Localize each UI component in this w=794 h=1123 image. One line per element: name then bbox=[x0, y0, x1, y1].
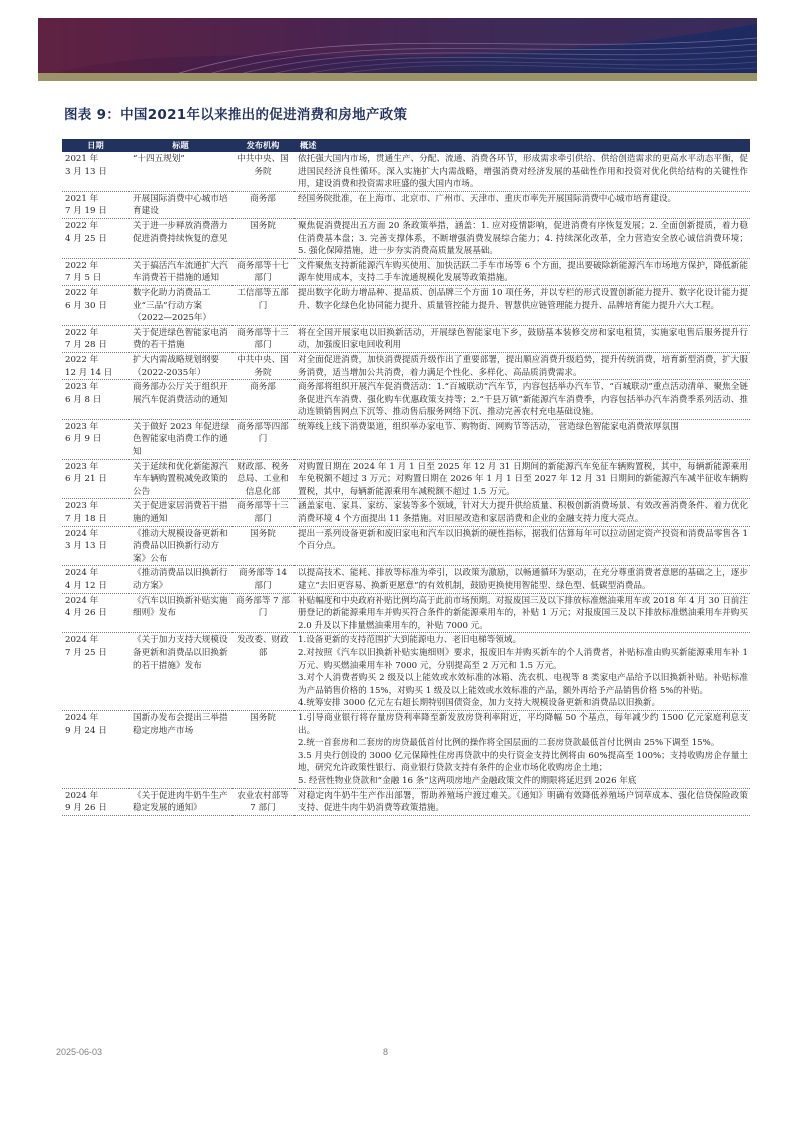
summary-paragraph: 商务部将组织开展汽车促消费活动：1.“百城联动”汽车节，内容包括举办汽车节、“百城联动”重点活动清单、聚焦全链条促进汽车消费、强化购车优惠政策支持等；2.“千县万镇”新能源汽车消费季，内容包括举办汽车消费季系列活动、推动连锁销售网点下沉等、推动售后服务网络下沉、推动完善农村充电基础设施。 bbox=[298, 382, 748, 418]
summary-paragraph: 提出一系列设备更新和废旧家电和汽车以旧换新的硬性指标，据我们估算每年可以拉动固定资产投资和消费品零售各 1 个百分点。 bbox=[298, 528, 748, 552]
cell-date bbox=[62, 380, 129, 420]
cell-summary bbox=[294, 258, 750, 285]
date-line: 6 月 21 日 bbox=[65, 474, 107, 485]
cell-summary bbox=[294, 499, 750, 526]
cell-date bbox=[62, 218, 129, 258]
cell-date bbox=[62, 459, 129, 499]
date-line: 4 月 25 日 bbox=[65, 233, 107, 244]
date-line: 6 月 8 日 bbox=[65, 394, 102, 405]
summary-paragraph: 聚焦促消费提出五方面 20 条政策举措，涵盖：1. 应对疫情影响，促进消费有序恢复发展；2. 全面创新提质，着力稳住消费基本盘；3. 完善支撑体系，不断增强消费发展综合能力；4. 持续深化改革，全力营造安全放心诚信消费环境；5. 强化保障措施，进一步夯实消费高质量发展基础。 bbox=[298, 220, 748, 257]
cell-title: 《推动大规模设备更新和消费品以旧换新行动方案》公布 bbox=[129, 526, 232, 566]
date-line: 2021 年 bbox=[65, 193, 99, 204]
table-row bbox=[62, 788, 750, 815]
date-line: 2022 年 bbox=[65, 287, 99, 298]
cell-org: 商务部等十三部门 bbox=[232, 499, 294, 526]
footer-date: 2025-06-03 bbox=[56, 1047, 103, 1057]
cell-org: 国务院 bbox=[232, 710, 294, 788]
date-line: 2022 年 bbox=[65, 327, 99, 338]
date-line: 7 月 5 日 bbox=[65, 273, 102, 284]
date-line: 2024 年 bbox=[65, 568, 99, 579]
cell-summary bbox=[294, 593, 750, 633]
cell-summary bbox=[294, 633, 750, 711]
cell-date bbox=[62, 788, 129, 815]
cell-org: 中共中央、国务院 bbox=[232, 152, 294, 191]
summary-paragraph: 5. 经营性物业贷款和“金融 16 条”这两项房地产金融政策文件的期限将延迟到 2026 年底 bbox=[298, 775, 637, 786]
cell-title: 关于搞活汽车流通扩大汽车消费若干措施的通知 bbox=[129, 258, 232, 285]
summary-paragraph: 2.统一首套房和二套房的房贷最低首付比例的操作将全国层面的二套房贷款最低首付比例由 25%下调至 15%。 bbox=[298, 738, 720, 749]
date-line: 2023 年 bbox=[65, 382, 99, 393]
cell-org: 工信部等五部门 bbox=[232, 285, 294, 325]
date-line: 4 月 12 日 bbox=[65, 581, 107, 591]
date-line: 2023 年 bbox=[65, 461, 99, 472]
summary-paragraph: 4.统筹安排 3000 亿元左右超长期特别国债资金，加力支持大规模设备更新和消费品以旧换新。 bbox=[298, 698, 661, 709]
table-row bbox=[62, 459, 750, 499]
cell-summary bbox=[294, 566, 750, 593]
summary-paragraph: 1.设备更新的支持范围扩大到能源电力、老旧电梯等领域。 bbox=[298, 635, 522, 646]
summary-paragraph: 依托强大国内市场，贯通生产、分配、流通、消费各环节，形成需求牵引供给、供给创造需求的更高水平动态平衡，促进国民经济良性循环。深入实施扩大内需战略，增强消费对经济发展的基础性作用和投资对优化供给结构的关键性作用，建设消费和投资需求旺盛的强大国内市场。 bbox=[298, 154, 748, 190]
cell-title: 《推动消费品以旧换新行动方案》 bbox=[129, 566, 232, 593]
cell-title: 《关于加力支持大规模设备更新和消费品以旧换新的若干措施》发布 bbox=[129, 633, 232, 711]
date-line: 7 月 18 日 bbox=[65, 514, 107, 525]
cell-summary bbox=[294, 710, 750, 788]
cell-org: 商务部等十七部门 bbox=[232, 258, 294, 285]
cell-summary bbox=[294, 218, 750, 258]
cell-date bbox=[62, 633, 129, 711]
cell-summary bbox=[294, 352, 750, 379]
cell-summary bbox=[294, 459, 750, 499]
date-line: 2021 年 bbox=[65, 154, 99, 164]
date-line: 2022 年 bbox=[65, 354, 99, 365]
date-line: 12 月 14 日 bbox=[65, 367, 113, 378]
page-number: 8 bbox=[383, 1047, 389, 1057]
cell-summary bbox=[294, 285, 750, 325]
summary-paragraph: 经国务院批准，在上海市、北京市、广州市、天津市、重庆市率先开展国际消费中心城市培育建设。 bbox=[298, 193, 677, 204]
cell-org: 商务部等四部门 bbox=[232, 419, 294, 459]
cell-date bbox=[62, 499, 129, 526]
date-line: 2024 年 bbox=[65, 790, 99, 801]
cell-date bbox=[62, 258, 129, 285]
date-line: 2023 年 bbox=[65, 421, 99, 432]
cell-title: 开展国际消费中心城市培育建设 bbox=[129, 191, 232, 218]
cell-date bbox=[62, 352, 129, 379]
cell-summary bbox=[294, 380, 750, 420]
cell-summary bbox=[294, 191, 750, 218]
cell-summary bbox=[294, 526, 750, 566]
cell-org: 商务部 bbox=[232, 191, 294, 218]
summary-paragraph: 3.5 月央行创设的 3000 亿元保障性住房再贷款中的央行资金支持比例将由 60%提高至 100%；支持收购房企存量土地，研究允许政策性银行、商业银行贷款支持有条件的企业市场化收购房企土地； bbox=[298, 750, 748, 774]
date-line: 7 月 25 日 bbox=[65, 647, 107, 658]
cell-org: 发改委、财政部 bbox=[232, 633, 294, 711]
table-header-row bbox=[62, 139, 750, 152]
table-body bbox=[62, 152, 750, 815]
cell-title: “十四五规划” bbox=[129, 152, 232, 191]
date-line: 6 月 30 日 bbox=[65, 300, 107, 311]
summary-paragraph: 文件聚焦支持新能源汽车购买使用、加快活跃二手车市场等 6 个方面，提出要破除新能源汽车市场地方保护，降低新能源车使用成本，支持二手车流通规模化发展等政策措施。 bbox=[298, 260, 748, 284]
cell-date bbox=[62, 325, 129, 352]
summary-paragraph: 以提高技术、能耗、排放等标准为牵引，以政策为激励，以畅通循环为驱动，在充分尊重消费者意愿的基础之上，逐步建立“去旧更容易、换新更愿意”的有效机制，鼓励更换使用智能型、绿色型、低碳型消费品。 bbox=[298, 568, 748, 591]
cell-org: 财政部、税务总局、工业和信息化部 bbox=[232, 459, 294, 499]
table-row bbox=[62, 285, 750, 325]
cell-org: 商务部等 14 部门 bbox=[232, 566, 294, 593]
summary-paragraph: 对购置日期在 2024 年 1 月 1 日至 2025 年 12 月 31 日期间的新能源汽车免征车辆购置税，其中，每辆新能源乘用车免税额不超过 3 万元；对购置日期在 2026 年 1 月 1 日至 2027 年 12 月 31 日期间的新能源汽车减半征收车辆购置税，其中，每辆新能源乘用车减税额不超过 1.5 万元。 bbox=[298, 461, 748, 497]
cell-date bbox=[62, 285, 129, 325]
table-row bbox=[62, 152, 750, 191]
date-line: 2024 年 bbox=[65, 595, 99, 606]
header-accent-strip bbox=[38, 73, 757, 81]
summary-paragraph: 补贴幅度和中央政府补贴比例均高于此前市场预期。对报废国三及以下排放标准燃油乘用车或 2018 年 4 月 30 日前注册登记的新能源乘用车并购买符合条件的新能源乘用车的，补贴 1 万元；对报废国三及以下排放标准燃油乘用车并购买 2.0 升及以下排量燃油乘用车的，补贴 7000 元。 bbox=[298, 595, 748, 631]
table-row bbox=[62, 352, 750, 379]
table-row bbox=[62, 191, 750, 218]
date-line: 2024 年 bbox=[65, 712, 99, 723]
cell-summary bbox=[294, 325, 750, 352]
column-header-date: 日期 bbox=[62, 139, 129, 152]
summary-paragraph: 统筹线上线下消费渠道，组织举办家电节、购物街、网购节等活动， 营造绿色智能家电消费浓厚氛围 bbox=[298, 421, 679, 432]
date-line: 2022 年 bbox=[65, 260, 99, 271]
cell-title: 《汽车以旧换新补贴实施细则》发布 bbox=[129, 593, 232, 633]
date-line: 7 月 28 日 bbox=[65, 340, 107, 351]
cell-title: 关于促进家居消费若干措施的通知 bbox=[129, 499, 232, 526]
column-header-summary: 概述 bbox=[294, 139, 750, 152]
cell-org: 农业农村部等 7 部门 bbox=[232, 788, 294, 815]
cell-summary bbox=[294, 788, 750, 815]
table-row bbox=[62, 380, 750, 420]
table-row bbox=[62, 633, 750, 711]
cell-title: 《关于促进肉牛奶牛生产稳定发展的通知》 bbox=[129, 788, 232, 815]
summary-paragraph: 对稳定肉牛奶牛生产作出部署，帮助养殖场户渡过难关。《通知》明确有效降低养殖场户饲草成本、强化信贷保险政策支持、促进牛肉牛奶消费等政策措施。 bbox=[298, 790, 748, 814]
summary-paragraph: 1.引导商业银行将存量房贷利率降至新发放房贷利率附近，平均降幅 50 个基点，每年减少约 1500 亿元家庭利息支出。 bbox=[298, 712, 748, 736]
date-line: 9 月 24 日 bbox=[65, 725, 107, 736]
table-row bbox=[62, 566, 750, 593]
date-line: 6 月 9 日 bbox=[65, 434, 102, 445]
cell-date bbox=[62, 710, 129, 788]
cell-org: 商务部等十三部门 bbox=[232, 325, 294, 352]
date-line: 9 月 26 日 bbox=[65, 803, 107, 814]
banner-wave-graphic bbox=[38, 18, 757, 80]
cell-summary bbox=[294, 419, 750, 459]
summary-paragraph: 对全面促进消费，加快消费提质升级作出了重要部署，提出顺应消费升级趋势，提升传统消费，培育新型消费，扩大服务消费，适当增加公共消费，着力满足个性化、多样化、高品质消费需求。 bbox=[298, 354, 748, 378]
cell-org: 商务部等 7 部门 bbox=[232, 593, 294, 633]
cell-org: 中共中央、国务院 bbox=[232, 352, 294, 379]
figure-title: 图表 9：中国2021年以来推出的促进消费和房地产政策 bbox=[64, 107, 408, 123]
column-header-org: 发布机构 bbox=[232, 139, 294, 152]
date-line: 3 月 13 日 bbox=[65, 541, 107, 552]
cell-date bbox=[62, 566, 129, 593]
cell-title: 国新办发布会提出三举措稳定房地产市场 bbox=[129, 710, 232, 788]
cell-title: 扩大内需战略规划纲要（2022-2035年） bbox=[129, 352, 232, 379]
summary-paragraph: 3.对个人消费者购买 2 级及以上能效或水效标准的冰箱、洗衣机、电视等 8 类家电产品给予以旧换新补贴。补贴标准为产品销售价格的 15%，对购买 1 级及以上能效或水效标准的产品，额外再给予产品销售价格 5%的补贴。 bbox=[298, 673, 748, 696]
cell-title: 关于延续和优化新能源汽车车辆购置税减免政策的公告 bbox=[129, 459, 232, 499]
cell-date bbox=[62, 593, 129, 633]
summary-paragraph: 将在全国开展家电以旧换新活动，开展绿色智能家电下乡，鼓励基本装修交房和家电租赁，实施家电售后服务提升行动，加强废旧家电回收利用 bbox=[298, 327, 748, 351]
date-line: 2024 年 bbox=[65, 635, 99, 646]
table-row bbox=[62, 499, 750, 526]
column-header-title: 标题 bbox=[129, 139, 232, 152]
cell-title: 关于做好 2023 年促进绿色智能家电消费工作的通知 bbox=[129, 419, 232, 459]
date-line: 4 月 26 日 bbox=[65, 608, 107, 619]
table-row bbox=[62, 325, 750, 352]
cell-summary bbox=[294, 152, 750, 191]
cell-title: 数字化助力消费品工业“三品”行动方案（2022—2025年） bbox=[129, 285, 232, 325]
table-row bbox=[62, 258, 750, 285]
table-row bbox=[62, 593, 750, 633]
cell-org: 国务院 bbox=[232, 526, 294, 566]
date-line: 2024 年 bbox=[65, 528, 99, 539]
cell-date bbox=[62, 526, 129, 566]
cell-org: 国务院 bbox=[232, 218, 294, 258]
table-row bbox=[62, 419, 750, 459]
cell-date bbox=[62, 152, 129, 191]
header-banner bbox=[38, 18, 757, 80]
cell-title: 商务部办公厅关于组织开展汽车促消费活动的通知 bbox=[129, 380, 232, 420]
cell-date bbox=[62, 419, 129, 459]
cell-date bbox=[62, 191, 129, 218]
summary-paragraph: 涵盖家电、家具、家纺、家装等多个领域，针对大力提升供给质量、积极创新消费场景、有效改善消费条件、着力优化消费环境 4 个方面提出 11 条措施。对旧屋改造和家居消费和企业的金融支持力度大亮点。 bbox=[298, 501, 748, 525]
date-line: 2022 年 bbox=[65, 220, 99, 231]
table-row bbox=[62, 526, 750, 566]
cell-org: 商务部 bbox=[232, 380, 294, 420]
table-row bbox=[62, 218, 750, 258]
cell-title: 关于促进绿色智能家电消费的若干措施 bbox=[129, 325, 232, 352]
date-line: 2023 年 bbox=[65, 501, 99, 512]
date-line: 7 月 19 日 bbox=[65, 206, 107, 217]
cell-title: 关于进一步释放消费潜力促进消费持续恢复的意见 bbox=[129, 218, 232, 258]
date-line: 3 月 13 日 bbox=[65, 166, 107, 177]
summary-paragraph: 2.对按照《汽车以旧换新补贴实施细则》要求，报废旧车并购买新车的个人消费者，补贴标准由购买新能源乘用车补 1 万元、购买燃油乘用车补 7000 元，分别提高至 2 万元和 1.5 万元。 bbox=[298, 647, 748, 671]
policy-table bbox=[62, 139, 750, 816]
summary-paragraph: 提出数字化助力增品种、提品质、创品牌三个方面 10 项任务，并以专栏的形式设置创新能力提升、数字化设计能力提升、数字化绿色化协同能力提升、质量管控能力提升、智慧供应链管理能力提升、品牌培育能力提升六大工程。 bbox=[298, 287, 748, 311]
table-row bbox=[62, 710, 750, 788]
